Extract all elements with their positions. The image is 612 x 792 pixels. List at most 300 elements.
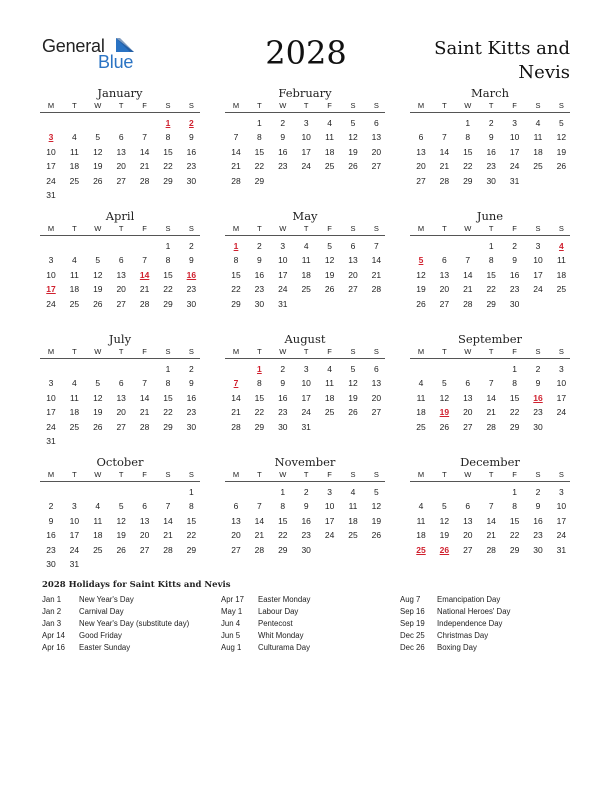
day-cell: 13: [116, 269, 126, 280]
day-cell: 19: [439, 530, 450, 541]
day-cell: 5: [95, 132, 101, 143]
day-cell: 22: [186, 530, 197, 541]
day-cell: 26: [93, 421, 103, 432]
logo-word-general: General: [42, 36, 105, 56]
holiday-date: Jan 3: [42, 619, 62, 628]
month-name: October: [96, 455, 144, 469]
holiday-date: Apr 14: [42, 631, 65, 640]
weekday-header: T: [118, 101, 124, 110]
day-cell: 27: [371, 161, 382, 172]
day-cell: 18: [533, 146, 543, 157]
month-name: July: [108, 332, 132, 346]
holiday-day-cell: 25: [416, 544, 426, 555]
day-cell: 6: [418, 132, 424, 143]
day-cell: 29: [254, 421, 265, 432]
month-march: [410, 86, 570, 204]
day-cell: 7: [465, 255, 471, 266]
day-cell: 11: [93, 515, 103, 526]
weekday-header: M: [232, 101, 240, 110]
holiday-day-cell: 1: [233, 241, 239, 251]
day-cell: 19: [93, 407, 103, 418]
weekday-header: S: [350, 470, 356, 479]
day-cell: 17: [301, 146, 311, 157]
day-cell: 26: [324, 284, 335, 295]
day-cell: 7: [257, 501, 262, 512]
day-cell: 29: [163, 421, 173, 432]
day-cell: 29: [509, 421, 520, 432]
weekday-header-row: [225, 347, 385, 359]
day-cell: 24: [533, 284, 543, 295]
holiday-day-cell: 3: [48, 132, 54, 143]
day-cell: 19: [324, 269, 335, 280]
day-cell: 13: [348, 255, 358, 266]
day-cell: 12: [416, 269, 426, 280]
holiday-name: Carnival Day: [79, 607, 124, 616]
day-cell: 31: [556, 544, 567, 555]
day-cell: 30: [486, 175, 496, 186]
day-cell: 24: [556, 530, 567, 541]
day-cell: 13: [116, 146, 126, 157]
day-cell: 12: [348, 378, 358, 389]
day-cell: 18: [69, 284, 80, 295]
weekday-header: M: [47, 347, 55, 356]
day-cell: 23: [533, 530, 543, 541]
day-cell: 9: [189, 255, 194, 266]
day-cell: 14: [231, 392, 241, 403]
day-cell: 5: [95, 255, 101, 266]
day-cell: 1: [465, 118, 471, 128]
day-cell: 10: [46, 269, 56, 280]
holiday-name: Independence Day: [437, 619, 503, 628]
weekday-header: W: [94, 470, 102, 479]
weekday-header: F: [327, 347, 332, 356]
day-cell: 24: [46, 175, 56, 186]
day-cell: 26: [93, 175, 103, 186]
day-cell: 30: [186, 421, 197, 432]
holiday-day-cell: 2: [189, 118, 194, 128]
day-cell: 9: [280, 378, 286, 389]
day-cell: 25: [301, 284, 311, 295]
day-cell: 19: [348, 146, 358, 157]
weekday-header: T: [72, 347, 77, 356]
day-cell: 13: [463, 392, 473, 403]
day-cell: 5: [442, 378, 447, 389]
day-cell: 5: [350, 364, 356, 374]
holiday-date: Apr 17: [221, 595, 244, 604]
weekday-header: S: [165, 470, 171, 479]
weekday-header-row: [225, 224, 385, 236]
day-cell: 26: [116, 544, 126, 555]
holiday-day-cell: 16: [186, 269, 197, 280]
month-december: [410, 455, 570, 573]
day-cell: 7: [442, 132, 447, 143]
weekday-header: S: [188, 224, 194, 233]
day-cell: 22: [231, 284, 241, 295]
day-cell: 30: [509, 298, 520, 309]
day-cell: 26: [348, 161, 358, 172]
holiday-day-cell: 19: [439, 407, 450, 418]
holidays-title: 2028 Holidays for Saint Kitts and Nevis: [42, 580, 231, 590]
day-cell: 10: [509, 132, 520, 143]
day-cell: 17: [556, 515, 567, 526]
day-cell: 29: [163, 298, 173, 309]
day-cell: 17: [533, 269, 543, 280]
day-cell: 29: [509, 544, 520, 555]
day-cell: 1: [488, 241, 494, 251]
day-cell: 20: [139, 530, 150, 541]
weekday-header: F: [142, 470, 147, 479]
day-cell: 21: [254, 530, 265, 541]
day-cell: 21: [371, 269, 382, 280]
day-cell: 2: [535, 487, 541, 497]
month-name: April: [105, 209, 135, 223]
day-cell: 24: [556, 407, 567, 418]
weekday-header-row: [40, 224, 200, 236]
day-cell: 4: [72, 132, 77, 143]
day-cell: 25: [69, 298, 80, 309]
day-cell: 14: [231, 146, 241, 157]
country-title-line-1: Saint Kitts and: [434, 38, 570, 59]
holiday-date: Jan 1: [42, 595, 62, 604]
weekday-header: S: [350, 347, 356, 356]
day-cell: 2: [535, 364, 541, 374]
day-cell: 17: [69, 530, 80, 541]
day-cell: 6: [118, 378, 124, 389]
day-cell: 27: [463, 421, 473, 432]
day-cell: 10: [556, 501, 567, 512]
weekday-header: T: [442, 347, 447, 356]
day-cell: 8: [233, 255, 239, 266]
day-cell: 8: [465, 132, 471, 143]
day-cell: 6: [142, 501, 147, 512]
day-cell: 7: [165, 501, 171, 512]
day-cell: 28: [139, 421, 150, 432]
day-cell: 15: [463, 146, 473, 157]
weekday-header: T: [257, 224, 262, 233]
holiday-day-cell: 7: [233, 378, 239, 389]
month-november: [225, 455, 385, 573]
holiday-date: Jun 4: [221, 619, 241, 628]
weekday-header: M: [417, 470, 425, 479]
day-cell: 7: [142, 378, 147, 389]
month-name: May: [292, 209, 318, 223]
day-cell: 30: [46, 559, 56, 569]
weekday-header: T: [257, 101, 262, 110]
day-cell: 20: [463, 407, 473, 418]
day-cell: 6: [374, 118, 379, 128]
month-june: [410, 209, 570, 327]
day-cell: 13: [139, 515, 150, 526]
day-cell: 1: [280, 487, 286, 497]
day-cell: 14: [463, 269, 473, 280]
day-cell: 17: [278, 269, 288, 280]
day-cell: 2: [280, 118, 286, 128]
day-cell: 8: [189, 501, 194, 512]
day-cell: 13: [371, 132, 382, 143]
day-cell: 20: [116, 407, 126, 418]
weekday-header: S: [165, 101, 171, 110]
day-cell: 24: [69, 544, 80, 555]
day-cell: 29: [186, 544, 197, 555]
day-cell: 20: [231, 530, 241, 541]
weekday-header: W: [279, 347, 287, 356]
day-cell: 15: [163, 392, 173, 403]
day-cell: 14: [254, 515, 265, 526]
day-cell: 23: [533, 407, 543, 418]
day-cell: 21: [231, 161, 241, 172]
day-cell: 9: [512, 255, 517, 266]
weekday-header: T: [72, 101, 77, 110]
day-cell: 6: [374, 364, 379, 374]
day-cell: 6: [442, 255, 447, 266]
weekday-header: F: [142, 101, 147, 110]
day-cell: 18: [69, 407, 80, 418]
month-name: February: [278, 86, 332, 100]
day-cell: 2: [189, 364, 194, 374]
holiday-name: Christmas Day: [437, 631, 489, 640]
weekday-header: S: [558, 101, 564, 110]
day-cell: 24: [278, 284, 288, 295]
day-cell: 19: [556, 146, 567, 157]
weekday-header: F: [327, 101, 332, 110]
day-cell: 12: [439, 392, 450, 403]
day-cell: 19: [93, 161, 103, 172]
weekday-header: W: [94, 101, 102, 110]
day-cell: 14: [163, 515, 173, 526]
day-cell: 24: [46, 298, 56, 309]
weekday-header-row: [40, 101, 200, 113]
day-cell: 22: [509, 407, 520, 418]
year-title: 2028: [265, 34, 347, 72]
weekday-header: S: [350, 101, 356, 110]
day-cell: 11: [325, 132, 334, 143]
day-cell: 19: [116, 530, 126, 541]
day-cell: 15: [509, 515, 520, 526]
day-cell: 5: [350, 118, 356, 128]
day-cell: 4: [72, 255, 77, 266]
day-cell: 10: [301, 132, 311, 143]
weekday-header: S: [558, 224, 564, 233]
day-cell: 20: [371, 146, 382, 157]
month-february: [225, 86, 385, 204]
holiday-name: New Year's Day: [79, 595, 134, 604]
day-cell: 22: [463, 161, 473, 172]
day-cell: 10: [533, 255, 543, 266]
holiday-name: National Heroes' Day: [437, 607, 511, 616]
day-cell: 28: [463, 298, 473, 309]
day-cell: 5: [327, 241, 332, 251]
day-cell: 5: [95, 378, 101, 389]
day-cell: 12: [348, 132, 358, 143]
day-cell: 31: [301, 421, 311, 432]
day-cell: 9: [303, 501, 309, 512]
day-cell: 8: [165, 255, 171, 266]
day-cell: 5: [559, 118, 564, 128]
day-cell: 14: [371, 255, 382, 266]
day-cell: 4: [327, 118, 332, 128]
day-cell: 3: [48, 378, 54, 389]
day-cell: 31: [509, 175, 520, 186]
day-cell: 25: [324, 407, 335, 418]
weekday-header: T: [442, 101, 447, 110]
day-cell: 25: [416, 421, 426, 432]
weekday-header-row: [410, 101, 570, 113]
weekday-header: M: [417, 101, 425, 110]
day-cell: 20: [116, 161, 126, 172]
day-cell: 1: [165, 241, 171, 251]
day-cell: 20: [116, 284, 126, 295]
day-cell: 25: [69, 175, 80, 186]
holiday-name: Good Friday: [79, 631, 122, 640]
day-cell: 21: [231, 407, 241, 418]
holiday-date: Jun 5: [221, 631, 241, 640]
day-cell: 8: [512, 378, 517, 389]
day-cell: 27: [348, 284, 358, 295]
weekday-header: S: [165, 347, 171, 356]
day-cell: 30: [533, 421, 543, 432]
day-cell: 21: [486, 530, 496, 541]
weekday-header: S: [373, 470, 379, 479]
day-cell: 14: [486, 515, 496, 526]
holiday-date: May 1: [221, 607, 243, 616]
day-cell: 14: [439, 146, 450, 157]
weekday-header: S: [165, 224, 171, 233]
day-cell: 4: [535, 118, 541, 128]
day-cell: 22: [163, 284, 173, 295]
day-cell: 25: [93, 544, 103, 555]
day-cell: 1: [512, 487, 517, 497]
day-cell: 17: [301, 392, 311, 403]
day-cell: 10: [46, 146, 56, 157]
day-cell: 11: [69, 392, 79, 403]
day-cell: 11: [416, 392, 426, 403]
weekday-header: S: [535, 347, 541, 356]
weekday-header: T: [442, 224, 447, 233]
day-cell: 9: [189, 132, 194, 143]
day-cell: 3: [559, 487, 564, 497]
day-cell: 18: [301, 269, 311, 280]
month-name: November: [274, 455, 336, 469]
holiday-date: Jan 2: [42, 607, 62, 616]
day-cell: 23: [509, 284, 520, 295]
weekday-header-row: [225, 101, 385, 113]
day-cell: 1: [257, 118, 262, 128]
day-cell: 3: [280, 241, 286, 251]
day-cell: 21: [439, 161, 450, 172]
day-cell: 12: [324, 255, 335, 266]
weekday-header: S: [558, 347, 564, 356]
day-cell: 23: [278, 407, 288, 418]
day-cell: 23: [186, 407, 197, 418]
day-cell: 4: [327, 364, 332, 374]
weekday-header: F: [512, 347, 517, 356]
holiday-name: Whit Monday: [258, 631, 304, 640]
day-cell: 22: [163, 407, 173, 418]
weekday-header: F: [512, 470, 517, 479]
day-cell: 22: [254, 407, 265, 418]
day-cell: 10: [278, 255, 288, 266]
day-cell: 4: [350, 487, 356, 497]
weekday-header: S: [188, 347, 194, 356]
weekday-header: S: [373, 347, 379, 356]
weekday-header: F: [512, 101, 517, 110]
day-cell: 28: [139, 298, 150, 309]
day-cell: 16: [186, 392, 197, 403]
day-cell: 26: [416, 298, 426, 309]
month-name: June: [476, 209, 504, 223]
weekday-header-row: [40, 347, 200, 359]
holiday-name: Culturama Day: [258, 643, 310, 652]
weekday-header: T: [257, 347, 262, 356]
weekday-header: T: [72, 224, 77, 233]
day-cell: 27: [463, 544, 473, 555]
day-cell: 3: [559, 364, 564, 374]
weekday-header: F: [327, 470, 332, 479]
day-cell: 26: [93, 298, 103, 309]
day-cell: 30: [533, 544, 543, 555]
holiday-name: Labour Day: [258, 607, 299, 616]
day-cell: 25: [348, 530, 358, 541]
day-cell: 28: [139, 175, 150, 186]
day-cell: 27: [116, 421, 126, 432]
month-name: January: [97, 86, 143, 100]
day-cell: 22: [278, 530, 288, 541]
day-cell: 3: [72, 501, 77, 512]
day-cell: 28: [439, 175, 450, 186]
weekday-header: S: [350, 224, 356, 233]
day-cell: 24: [509, 161, 520, 172]
day-cell: 21: [463, 284, 473, 295]
day-cell: 23: [254, 284, 265, 295]
day-cell: 6: [118, 132, 124, 143]
weekday-header: T: [118, 347, 124, 356]
day-cell: 30: [186, 298, 197, 309]
day-cell: 28: [163, 544, 173, 555]
day-cell: 17: [509, 146, 520, 157]
weekday-header: W: [94, 347, 102, 356]
day-cell: 22: [509, 530, 520, 541]
day-cell: 12: [371, 501, 382, 512]
weekday-header-row: [410, 347, 570, 359]
day-cell: 9: [257, 255, 262, 266]
day-cell: 21: [139, 161, 150, 172]
day-cell: 22: [254, 161, 265, 172]
weekday-header: W: [464, 101, 472, 110]
holiday-date: Sep 19: [400, 619, 425, 628]
weekday-header: T: [303, 224, 309, 233]
day-cell: 16: [509, 269, 520, 280]
day-cell: 20: [371, 392, 382, 403]
weekday-header: M: [47, 101, 55, 110]
day-cell: 11: [416, 515, 426, 526]
day-cell: 3: [327, 487, 332, 497]
weekday-header: S: [535, 470, 541, 479]
day-cell: 4: [95, 501, 101, 512]
day-cell: 2: [512, 241, 517, 251]
day-cell: 10: [301, 378, 311, 389]
weekday-header: T: [488, 224, 494, 233]
month-october: [40, 455, 200, 573]
day-cell: 8: [165, 378, 171, 389]
day-cell: 14: [139, 146, 150, 157]
day-cell: 28: [371, 284, 382, 295]
day-cell: 17: [46, 407, 56, 418]
day-cell: 1: [189, 487, 194, 497]
day-cell: 27: [371, 407, 382, 418]
weekday-header: T: [303, 101, 309, 110]
weekday-header: S: [373, 224, 379, 233]
month-name: September: [457, 332, 523, 346]
